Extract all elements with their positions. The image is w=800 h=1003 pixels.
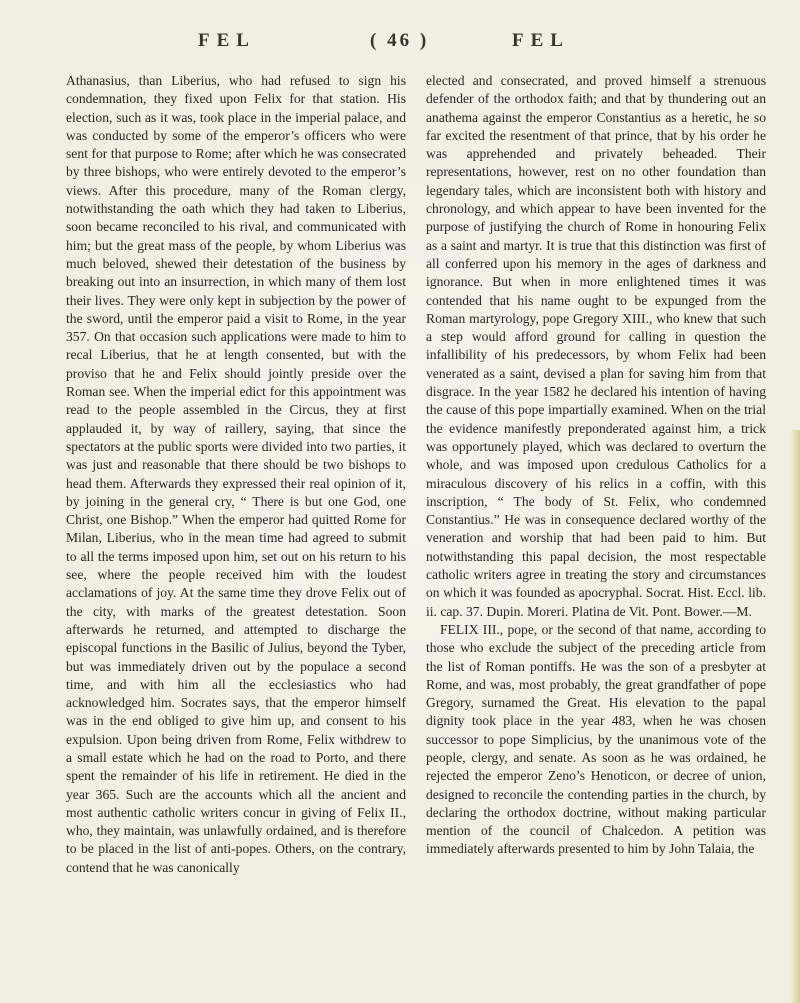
right-paragraph: elected and consecrated, and proved himself a strenuous defender of the orthodox faith; and that by thundering out an anathema against the emperor Constantius as a heretic, he so far excited the resentment of that prince, that by his order he was apprehended and privately beheaded. Their representations, however, rest on no other foundation than legendary tales, which are inconsistent both with history and chronology, and which appear to have been invented for the purpose of justifying the church of Rome in honouring Felix as a saint and martyr. It is true that this distinction was first of all conferred upon his memory in the ages of darkness and ignorance. But when in more enlightened times it was contended that his name ought to be expunged from the Roman martyrology, pope Gregory XIII., who knew that such a step would afford ground for calling in question the infallibility of his predecessors, by whom Felix had been venerated as a saint, devised a plan for saving him from that disgrace. In the year 1582 he declared his intention of having the cause of this pope impartially examined. When on the trial the evidence manifestly preponderated against him, a trick was opportunely played, which was declared to overturn the whole, and was imposed upon credulous Catholics for a miraculous discovery of his relics in a coffin, with this inscription, “ The body of St. Felix, who condemned Constantius.” He was in consequence declared worthy of the veneration and worship that had been paid to him. But notwithstanding this papal decision, the most respectable catholic writers agree in treating the story and circumstances on which it was founded as apocryphal. Socrat. Hist. Eccl. lib. ii. cap. 37. Dupin. Moreri. Platina de Vit. Pont. Bower.—M. bbox=[426, 73, 766, 619]
left-column bbox=[66, 72, 406, 992]
page-edge-stain bbox=[790, 430, 800, 1003]
running-head-left: FEL bbox=[198, 30, 256, 51]
page-number: ( 46 ) bbox=[370, 30, 430, 51]
left-paragraph: Athanasius, than Liberius, who had refused to sign his condemnation, they fixed upon Felix for that station. His election, such as it was, took place in the imperial palace, and was conducted by some of the emperor’s officers who were sent for that purpose to Rome; after which he was consecrated by three bishops, who were entirely devoted to the emperor’s views. After this procedure, many of the Roman clergy, notwithstanding the oath which they had taken to Liberius, soon became reconciled to his rival, and communicated with him; but the great mass of the people, by whom Liberius was much beloved, shewed their detestation of the business by breaking out into an insurrection, in which many of them lost their lives. They were only kept in subjection by the power of the sword, until the emperor paid a visit to Rome, in the year 357. On that occasion such applications were made to him to recal Liberius, that he at length consented, but with the proviso that he and Felix should jointly preside over the Roman see. When the imperial edict for this appointment was read to the people assembled in the Circus, they at first applauded it, by way of raillery, saying, that since the spectators at the public sports were divided into two parties, it was just and reasonable that there should be two bishops to head them. Afterwards they expressed their real opinion of it, by joining in the general cry, “ There is but one God, one Christ, one Bishop.” When the emperor had quitted Rome for Milan, Liberius, who in the mean time had agreed to submit to all the terms imposed upon him, set out on his return to his see, where the people received him with the loudest acclamations of joy. At the same time they drove Felix out of the city, with marks of the greatest detestation. Soon afterwards he returned, and attempted to discharge the episcopal functions in the Basilic of Julius, beyond the Tyber, but was immediately driven out by the populace a second time, and with him all the ecclesiastics who had acknowledged him. Socrates says, that the emperor himself was in the end obliged to give him up, and consent to his expulsion. Upon being driven from Rome, Felix withdrew to a small estate which he had on the road to Porto, and there spent the remainder of his life in retirement. He died in the year 365. Such are the accounts which all the ancient and most authentic catholic writers concur in giving of Felix II., who, they maintain, was unlawfully ordained, and is therefore to be placed in the list of anti-popes. Others, on the contrary, contend that he was canonically bbox=[66, 73, 406, 875]
right-column bbox=[426, 72, 766, 992]
running-head-right: FEL bbox=[512, 30, 570, 51]
felix-iii-entry: FELIX III., pope, or the second of that name, according to those who exclude the subject of the preceding article from the list of Roman pontiffs. He was the son of a presbyter at Rome, and was, most probably, the great grandfather of pope Gregory, surnamed the Great. His elevation to the papal dignity took place in the year 483, when he was chosen successor to pope Simplicius, by the unanimous vote of the people, clergy, and senate. As soon as he was ordained, he rejected the emperor Zeno’s Henoticon, or decree of union, designed to reconcile the contending parties in the church, by declaring the orthodox doctrine, without making particular mention of the council of Chalcedon. A petition was immediately afterwards presented to him by John Talaia, the bbox=[426, 621, 766, 857]
text-columns bbox=[66, 72, 766, 992]
running-head bbox=[0, 14, 800, 54]
